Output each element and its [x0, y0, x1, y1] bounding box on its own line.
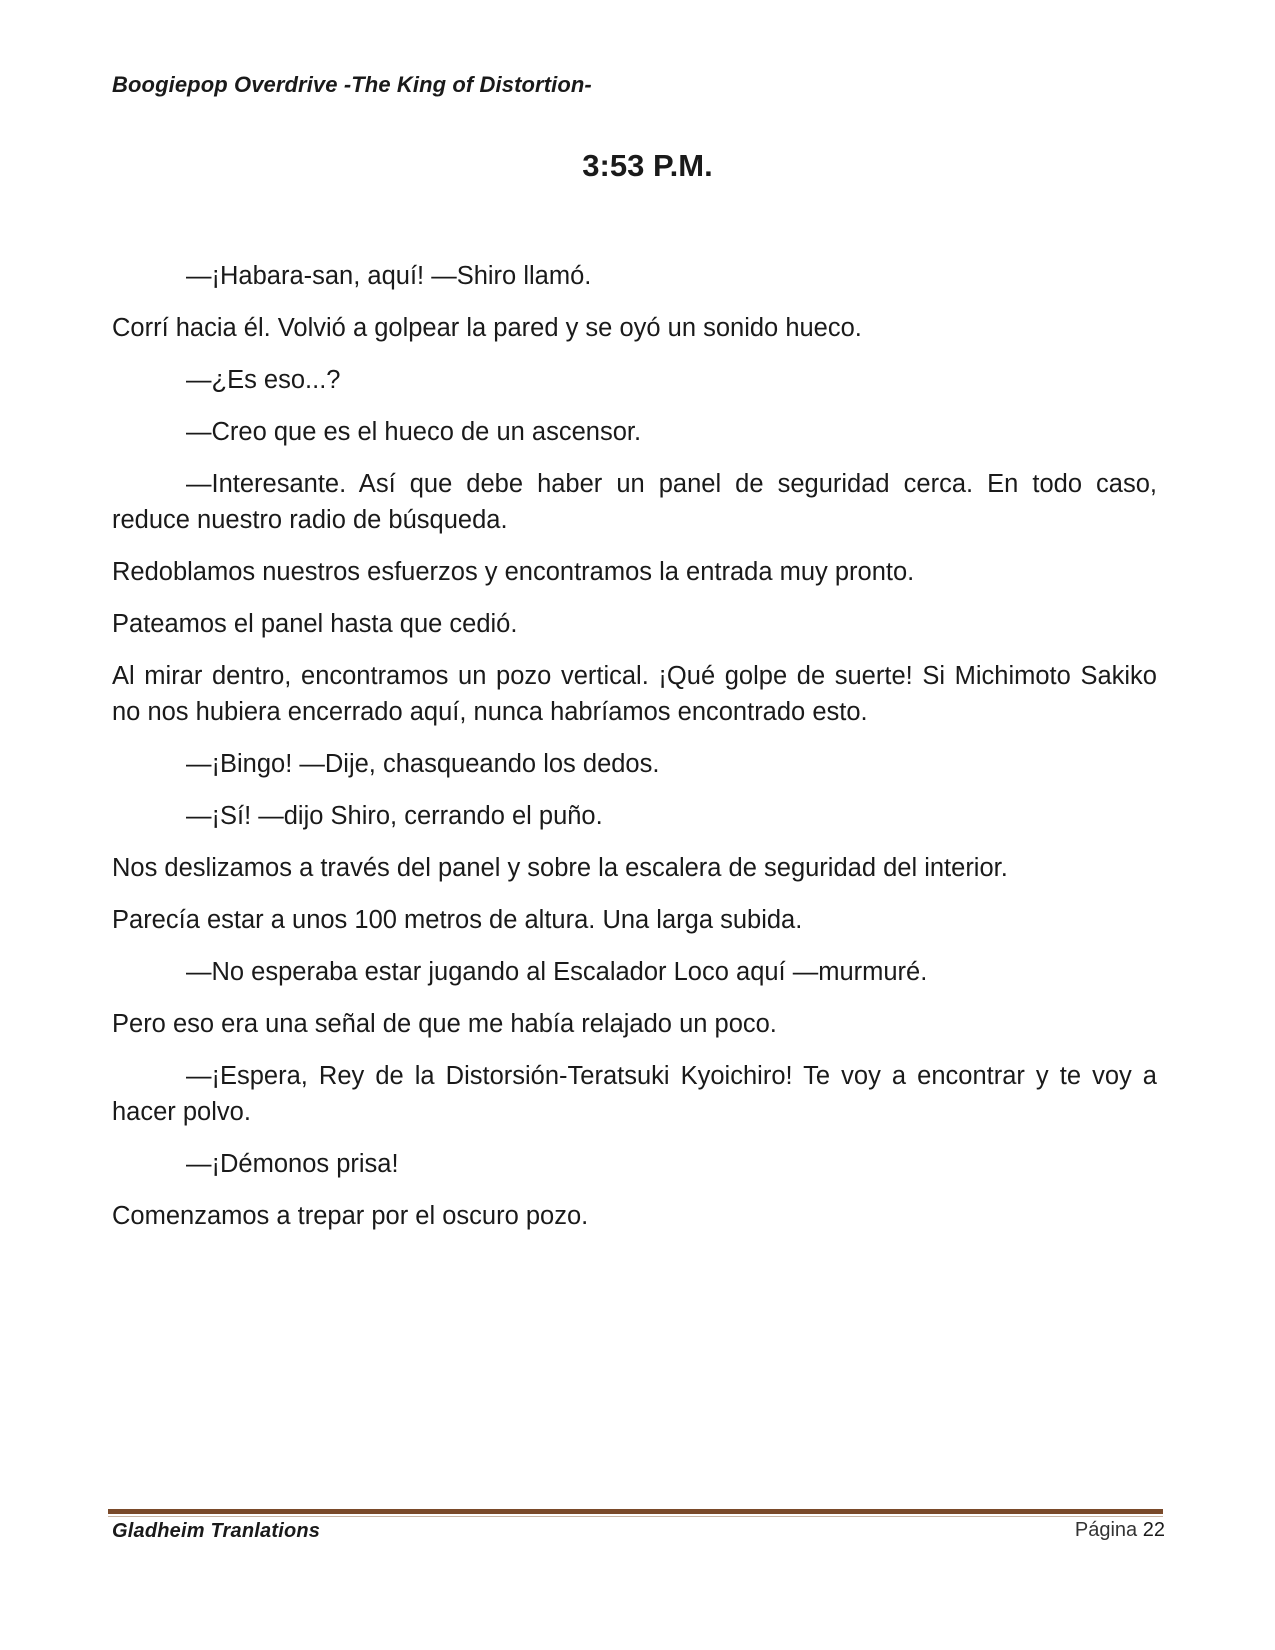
running-header-title: Boogiepop Overdrive -The King of Distortion- — [112, 72, 592, 97]
paragraph-dialogue: —¡Espera, Rey de la Distorsión-Teratsuki Kyoichiro! Te voy a encontrar y te voy a hacer polvo. — [112, 1062, 1157, 1126]
footer-divider — [108, 1509, 1163, 1514]
section-time-heading: 3:53 P.M. — [582, 148, 713, 183]
paragraph-narration: Pateamos el panel hasta que cedió. — [112, 610, 518, 638]
footer-divider-thin — [108, 1516, 1163, 1517]
paragraph-narration: Pero eso era una señal de que me había relajado un poco. — [112, 1010, 777, 1038]
paragraph-dialogue: —¡Démonos prisa! — [186, 1150, 399, 1178]
paragraph-narration: Redoblamos nuestros esfuerzos y encontramos la entrada muy pronto. — [112, 558, 915, 586]
paragraph-narration: Nos deslizamos a través del panel y sobre la escalera de seguridad del interior. — [112, 854, 1008, 882]
footer-page-label: Página — [1074, 1519, 1138, 1541]
body-text — [112, 258, 1157, 1250]
paragraph-dialogue: —¡Sí! —dijo Shiro, cerrando el puño. — [186, 802, 603, 830]
paragraph-dialogue: —Interesante. Así que debe haber un panel de seguridad cerca. En todo caso, reduce nuestro radio de búsqueda. — [112, 470, 1157, 534]
paragraph-dialogue: —¿Es eso...? — [186, 366, 341, 394]
paragraph-dialogue: —¡Bingo! —Dije, chasqueando los dedos. — [186, 750, 660, 778]
paragraph-dialogue: —No esperaba estar jugando al Escalador Loco aquí —murmuré. — [186, 958, 928, 986]
paragraph-narration: Parecía estar a unos 100 metros de altura. Una larga subida. — [112, 906, 803, 934]
footer-page-number: 22 — [1142, 1519, 1165, 1541]
paragraph-dialogue: —¡Habara-san, aquí! —Shiro llamó. — [186, 262, 592, 290]
footer-page-indicator — [1075, 1519, 1165, 1542]
paragraph-narration: Comenzamos a trepar por el oscuro pozo. — [112, 1202, 589, 1230]
paragraph-narration: Al mirar dentro, encontramos un pozo vertical. ¡Qué golpe de suerte! Si Michimoto Sakiko no nos hubiera encerrado aquí, nunca habríamos encontrado esto. — [112, 662, 1157, 726]
paragraph-narration: Corrí hacia él. Volvió a golpear la pared y se oyó un sonido hueco. — [112, 314, 862, 342]
paragraph-dialogue: —Creo que es el hueco de un ascensor. — [186, 418, 642, 446]
footer-publisher: Gladheim Tranlations — [112, 1520, 321, 1542]
